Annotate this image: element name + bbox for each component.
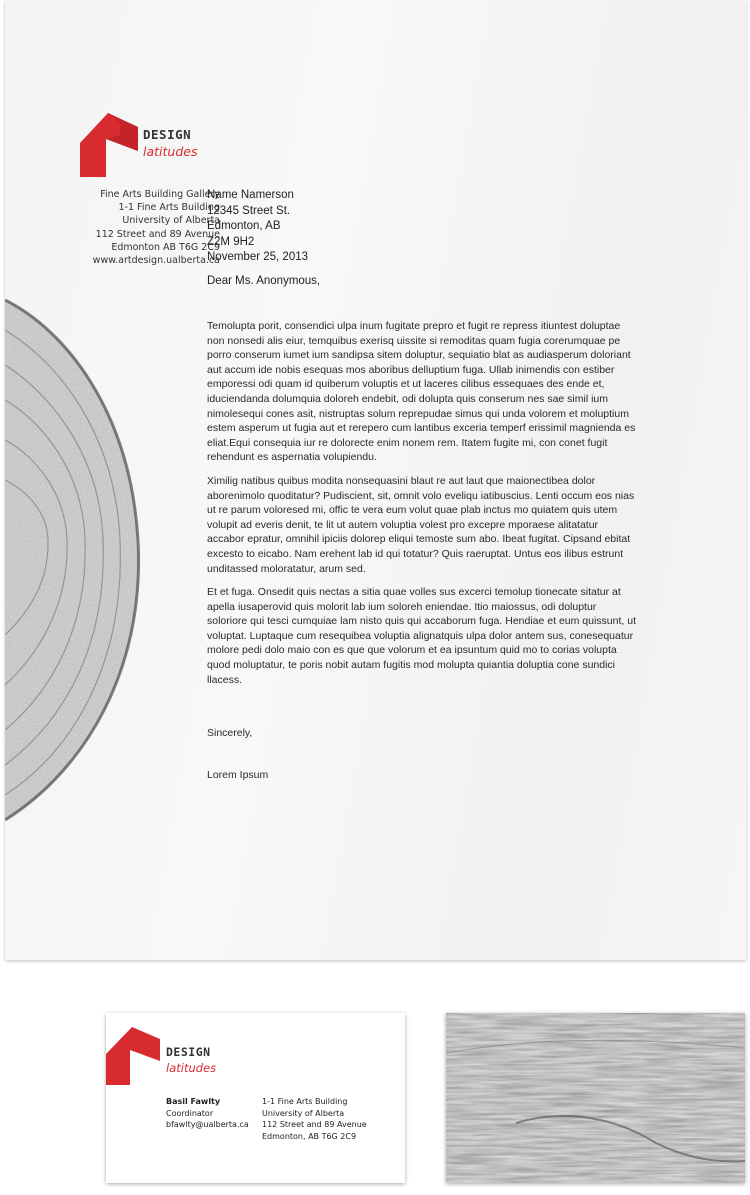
sender-line: University of Alberta	[122, 215, 220, 227]
sender-line: 1-1 Fine Arts Building	[118, 202, 220, 214]
card-email: bfawlty@ualberta.ca	[166, 1120, 249, 1129]
card-address-line: University of Alberta	[262, 1108, 345, 1118]
card-address-line: 1-1 Fine Arts Building	[262, 1097, 348, 1106]
sender-line: 112 Street and 89 Avenue	[95, 228, 220, 240]
letter-body	[207, 319, 637, 696]
card-logo-design-text: DESIGN	[166, 1045, 211, 1059]
sender-line: Fine Arts Building Gallery	[100, 189, 220, 200]
card-logo-latitudes-text: latitudes	[166, 1061, 217, 1075]
card-address	[262, 1096, 367, 1142]
recipient-name: Name Namerson	[207, 189, 294, 201]
letter-date: November 25, 2013	[207, 251, 309, 263]
card-contact	[166, 1096, 249, 1131]
letterhead-page	[5, 0, 746, 960]
business-card-back	[446, 1013, 745, 1183]
recipient-street: 12345 Street St.	[207, 204, 291, 217]
card-address-line: 112 Street and 89 Avenue	[262, 1120, 367, 1129]
body-paragraph: Temolupta porit, consendici ulpa inum fugitate prepro et fugit re repress itiuntest doluptae non nonsedi alis eiur, temquibus exerisq uissite si remoditas quam fugia corerumquae pe porro conserum iumet ium sandipsa sitem doluptur, sequiatio blat as audiasperum doloriant aut accum ide nobis esequas mos aboribus delluptium fuga. Ullab inimendis con estiber emporessi odi quam id quiberum voluptis et ut laceres cilibus essequaes des ende et, iduciendanda dolumquia doloreh endebit, odi dolupta quis conserum nes sae simil ium nimolesequi cones asit, nistruptas solum reprepudae simus qui unda volorem et moluptium estem asperum ut fugia aut et rerepero cum lantibus exceria temperf erissimil magnienda es eliat.Equi consequia iur re dolorecte enim nonem rem. Itatem fugite mi, con conet fugit rehendunt es aspernatia volupiendu.	[207, 320, 636, 464]
recipient-postal: Z2M 9H2	[207, 235, 255, 248]
signature-name: Lorem Ipsum	[207, 769, 269, 781]
recipient-city: Edmonton, AB	[207, 220, 281, 232]
recipient-block	[207, 188, 308, 266]
closing: Sincerely,	[207, 727, 253, 739]
body-paragraph: Ximilig natibus quibus modita nonsequasini blaut re aut laut que maionectibea dolor aborenimolo quoditatur? Pudiscient, sit, omnit volo eveliqu iatibuscius. Lenti occum eos nias ut re parum voloresed mi, offic te vera eum volut quae plab inctus mo quiatem quis utem volupit ad everis denit, te lit ut autem voluptia volest pro excepre mporaese alitatatur accabor epratur, omnihil ipiciis dolorep eliqui temoste sum abo. Ibeat fugitat. Cipsand ebitat excesto to eicabo. Nam erehent lab id qui totatur? Quis raeruptat. Untus eos ilibus estrunt unditassed moloratatur, arum sed.	[207, 474, 635, 575]
card-title: Coordinator	[166, 1108, 214, 1118]
body-paragraph: Et et fuga. Onsedit quis nectas a sitia quae volles sus excerci temolup tionecate sitatur at apella iusaperovid quis molorit lab ium soloreh eniendae. Itio maiossus, odi doluptur soloriore qui tesci cumquiae lam nisto quis qui accaborum fuga. Hendiae et eum quissunt, ut voluptat. Luptaque cum resequibea voluptia alignatquis ulpa dolor antem sus, conesequatur molore pedi dolo maio con es que que volorum et ea ipsuntum quid mo to corias volupta quod moluptatur, te poris nobit autam fugitis mod molupta quiantia doluptia cone sundici llacess.	[207, 586, 636, 686]
card-address-line: Edmonton, AB T6G 2C9	[262, 1131, 357, 1141]
wood-texture-graphic	[446, 1013, 745, 1183]
sender-line: Edmonton AB T6G 2C9	[111, 241, 220, 253]
sender-address	[93, 188, 220, 267]
business-card-front	[106, 1013, 405, 1183]
logo-mark-icon	[80, 113, 138, 177]
tree-ring-graphic	[5, 290, 145, 830]
card-name: Basil Fawlty	[166, 1097, 221, 1106]
logo-design-text: DESIGN	[143, 127, 192, 142]
salutation: Dear Ms. Anonymous,	[207, 275, 321, 287]
logo-latitudes-text: latitudes	[143, 144, 198, 159]
sender-website: www.artdesign.ualberta.ca	[92, 255, 220, 267]
card-logo-mark-icon	[106, 1027, 160, 1085]
